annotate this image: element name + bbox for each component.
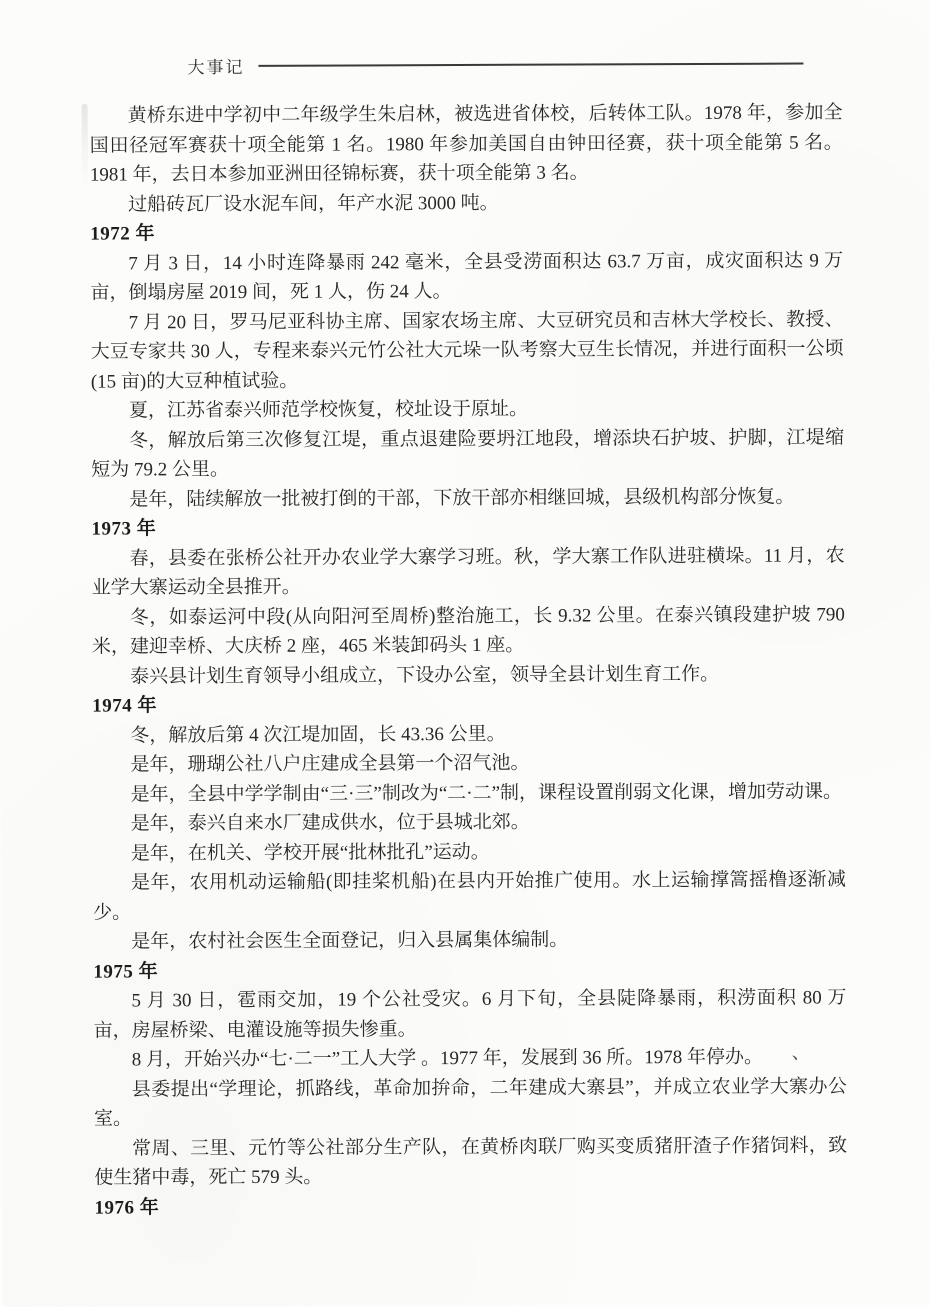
page-header [89,50,842,78]
chronicle-entry: 是年，泰兴自来水厂建成供水，位于县城北郊。 [130,811,530,835]
chronicle-entry: 7 月 3 日，14 小时连降暴雨 242 毫米，全县受涝面积达 63.7 万亩，成灾面积达 9 万亩，倒塌房屋 2019 间，死 1 人，伤 24 人。 [90,249,844,304]
chronicle-entry: 泰兴县计划生育领导小组成立，下设办公室，领导全县计划生育工作。 [130,663,720,687]
chronicle-entry: 县委提出“学理论，抓路线，革命加拚命，二年建成大寨县”，并成立农业学大寨办公室。 [93,1075,847,1130]
year-heading: 1973 年 [91,518,157,540]
stray-ink-mark: 、 [791,1042,810,1063]
chronicle-content [90,98,848,1222]
chronicle-entry: 冬，解放后第三次修复江堤，重点退建险要坍江地段，增添块石护坡、护脚，江堤缩短为 79.2 公里。 [91,426,845,481]
chronicle-entry: 黄桥东进中学初中二年级学生朱启林，被选进省体校，后转体工队。1978 年，参加全国田径冠军赛获十项全能第 1 名。1980 年参加美国自由钟田径赛，获十项全能第 5 名。1981 年，去日本参加亚洲田径锦标赛，获十项全能第 3 名。 [89,102,843,186]
scan-smear-artifact [82,104,88,192]
chronicle-entry: 常周、三里、元竹等公社部分生产队，在黄桥肉联厂购买变质猪肝渣子作猪饲料，致使生猪中毒，死亡 579 头。 [94,1134,848,1189]
chronicle-entry: 是年，珊瑚公社八户庄建成全县第一个沼气池。 [130,752,530,776]
chronicle-entry: 是年，农村社会医生全面登记，归入县属集体编制。 [131,929,569,953]
chronicle-entry: 冬，解放后第 4 次江堤加固，长 43.36 公里。 [130,723,506,746]
chronicle-entry: 5 月 30 日，雹雨交加，19 个公社受灾。6 月下旬，全县陡降暴雨，积涝面积 80 万亩，房屋桥梁、电灌设施等损失惨重。 [93,987,847,1042]
year-heading: 1976 年 [94,1196,160,1219]
chronicle-entry: 是年，陆续解放一批被打倒的干部，下放干部亦相继回城，县级机构部分恢复。 [129,486,795,510]
chronicle-entry: 是年，农用机动运输船(即挂桨机船)在县内开始推广使用。水上运输撑篙摇橹逐渐减少。 [93,869,847,924]
chronicle-entry: 冬，如泰运河中段(从向阳河至周桥)整治施工，长 9.32 公里。在泰兴镇段建护坡 790 米，建迎幸桥、大庆桥 2 座，465 米装卸码头 1 座。 [91,603,845,658]
page-title: 大事记 [187,57,245,78]
chronicle-entry: 8 月，开始兴办“七·二一”工人大学 。1977 年，发展到 36 所。1978 年停办。 [131,1046,764,1071]
year-heading: 1974 年 [92,695,158,717]
chronicle-entry: 春，县委在张桥公社开办农业学大寨学习班。秋，学大寨工作队进驻横垛。11 月，农业学大寨运动全县推开。 [91,544,845,599]
chronicle-entry: 是年，在机关、学校开展“批林批孔”运动。 [130,841,490,864]
chronicle-entry: 夏，江苏省泰兴师范学校恢复，校址设于原址。 [128,398,529,422]
chronicle-entry: 是年，全县中学学制由“三·三”制改为“二·二”制，课程设置削弱文化课，增加劳动课。 [130,780,843,805]
year-heading: 1975 年 [93,960,159,983]
header-rule [258,62,803,66]
chronicle-entry: 7 月 20 日，罗马尼亚科协主席、国家农场主席、大豆研究员和吉林大学校长、教授、大豆专家共 30 人，专程来泰兴元竹公社大元垛一队考察大豆生长情况，并进行面积一公顷(15 亩)的大豆种植试验。 [90,308,844,393]
year-heading: 1972 年 [90,223,155,245]
chronicle-entry: 过船砖瓦厂设水泥车间，年产水泥 3000 吨。 [127,192,499,215]
